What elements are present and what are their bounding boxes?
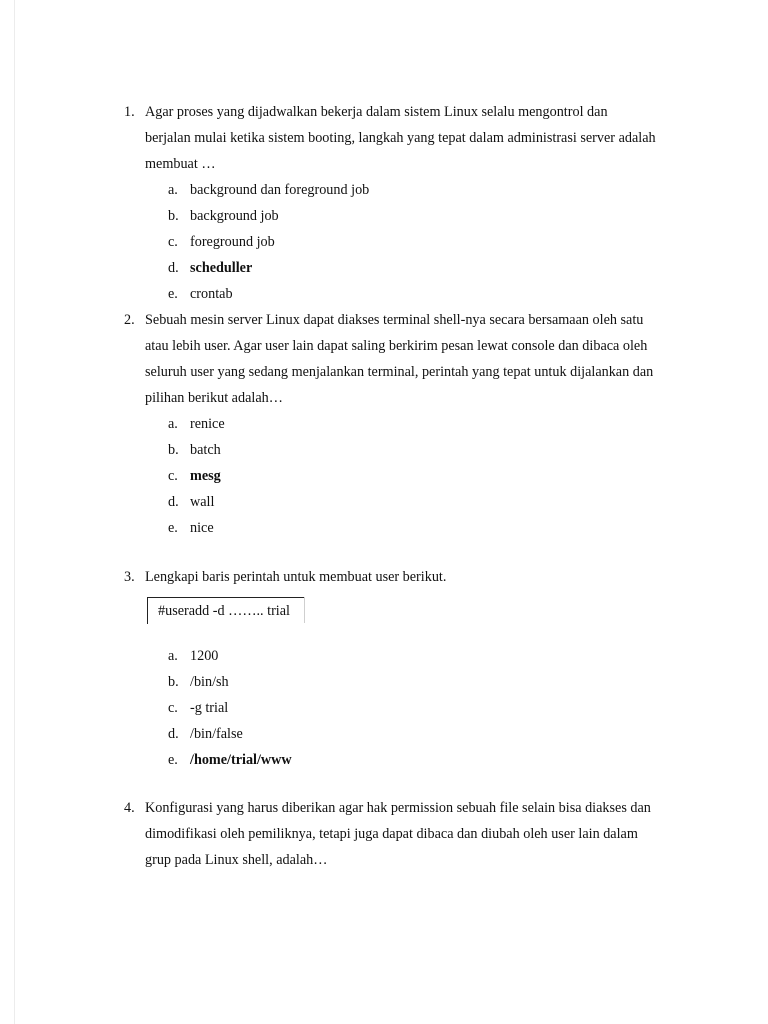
option-letter: a. — [168, 182, 178, 198]
question-line: Agar proses yang dijadwalkan bekerja dalam sistem Linux selalu mengontrol dan — [145, 104, 608, 120]
option-a — [168, 411, 684, 437]
option-text: renice — [190, 416, 225, 432]
question-number: 2. — [124, 312, 135, 328]
question-line: berjalan mulai ketika sistem booting, langkah yang tepat dalam administrasi server adalah — [145, 130, 656, 146]
question-options-wrap — [145, 643, 684, 773]
question-line: Konfigurasi yang harus diberikan agar hak permission sebuah file selain bisa diakses dan — [145, 800, 651, 816]
question-2 — [124, 307, 684, 541]
option-a — [168, 177, 684, 203]
option-letter: c. — [168, 234, 178, 250]
question-line: dimodifikasi oleh pemiliknya, tetapi juga dapat dibaca dan diubah oleh user lain dalam — [145, 826, 638, 842]
option-c — [168, 229, 684, 255]
question-line: grup pada Linux shell, adalah… — [145, 852, 328, 868]
option-e — [168, 747, 684, 773]
option-letter: b. — [168, 674, 179, 690]
option-text: background dan foreground job — [190, 182, 370, 198]
option-text: /bin/sh — [190, 674, 229, 690]
command-box: #useradd -d …….. trial — [147, 597, 305, 624]
option-e — [168, 515, 684, 541]
option-a — [168, 643, 684, 669]
option-text: 1200 — [190, 648, 219, 664]
question-number: 1. — [124, 104, 135, 120]
answer-options — [168, 177, 684, 307]
option-letter: c. — [168, 700, 178, 716]
option-text-answer: scheduller — [190, 260, 253, 276]
option-letter: e. — [168, 520, 178, 536]
option-letter: b. — [168, 208, 179, 224]
option-letter: d. — [168, 260, 179, 276]
question-line: pilihan berikut adalah… — [145, 390, 283, 406]
question-line: seluruh user yang sedang menjalankan terminal, perintah yang tepat untuk dijalankan dan — [145, 364, 654, 380]
question-text — [145, 307, 684, 541]
question-line: Lengkapi baris perintah untuk membuat user berikut. — [145, 569, 447, 585]
option-letter: e. — [168, 286, 178, 302]
option-b — [168, 437, 684, 463]
option-b — [168, 669, 684, 695]
question-text — [145, 99, 684, 307]
question-line: Sebuah mesin server Linux dapat diakses terminal shell-nya secara bersamaan oleh satu — [145, 312, 644, 328]
option-letter: b. — [168, 442, 179, 458]
option-letter: d. — [168, 726, 179, 742]
question-number: 4. — [124, 800, 135, 816]
option-text: background job — [190, 208, 279, 224]
answer-options — [168, 411, 684, 541]
option-text: crontab — [190, 286, 233, 302]
option-letter: e. — [168, 752, 178, 768]
answer-options — [168, 643, 684, 773]
option-letter: d. — [168, 494, 179, 510]
question-text — [145, 564, 684, 590]
option-e — [168, 281, 684, 307]
option-d — [168, 489, 684, 515]
option-text: nice — [190, 520, 214, 536]
question-line: atau lebih user. Agar user lain dapat saling berkirim pesan lewat console dan dibaca oleh — [145, 338, 648, 354]
option-text-answer: mesg — [190, 468, 221, 484]
option-text: batch — [190, 442, 221, 458]
option-letter: a. — [168, 648, 178, 664]
question-number: 3. — [124, 569, 135, 585]
question-text — [145, 795, 684, 873]
option-text: wall — [190, 494, 215, 510]
option-text: /bin/false — [190, 726, 243, 742]
option-text-answer: /home/trial/www — [190, 752, 292, 768]
option-d — [168, 255, 684, 281]
option-letter: c. — [168, 468, 178, 484]
page-edge — [14, 0, 15, 1024]
question-line: membuat … — [145, 156, 216, 172]
option-d — [168, 721, 684, 747]
question-3 — [124, 564, 684, 773]
question-4 — [124, 795, 684, 873]
option-text: foreground job — [190, 234, 275, 250]
option-c — [168, 695, 684, 721]
option-b — [168, 203, 684, 229]
option-c — [168, 463, 684, 489]
option-letter: a. — [168, 416, 178, 432]
question-1 — [124, 99, 684, 307]
option-text: -g trial — [190, 700, 229, 716]
